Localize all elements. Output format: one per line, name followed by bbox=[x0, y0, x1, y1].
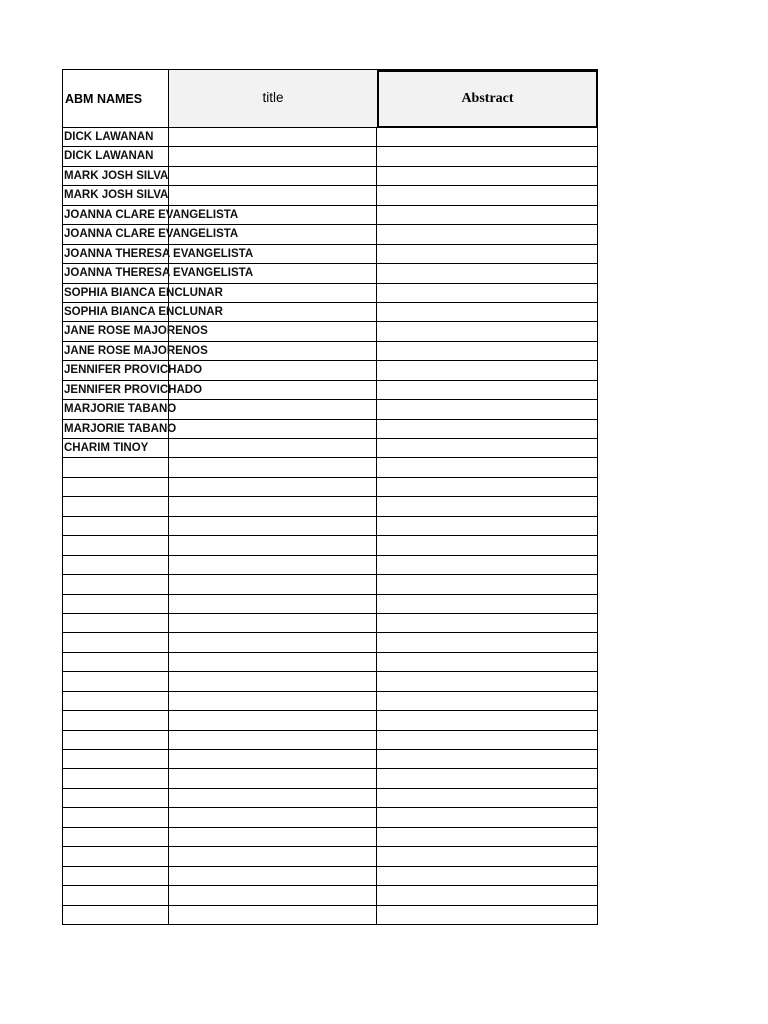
table-row bbox=[63, 653, 598, 672]
name-text: MARK JOSH SILVA bbox=[64, 169, 169, 182]
title-cell[interactable] bbox=[169, 711, 377, 729]
title-cell[interactable] bbox=[169, 672, 377, 690]
table-row bbox=[63, 420, 598, 439]
abstract-cell[interactable] bbox=[377, 672, 598, 690]
abstract-cell[interactable] bbox=[377, 906, 598, 924]
table-row bbox=[63, 556, 598, 575]
abstract-cell[interactable] bbox=[377, 264, 598, 282]
name-text: JOANNA CLARE EVANGELISTA bbox=[64, 208, 239, 221]
table-row bbox=[63, 497, 598, 516]
name-text: MARJORIE TABANO bbox=[64, 422, 177, 435]
name-cell[interactable] bbox=[63, 595, 169, 613]
name-cell[interactable] bbox=[63, 206, 239, 224]
title-cell[interactable] bbox=[169, 575, 377, 593]
table-row bbox=[63, 439, 598, 458]
name-cell[interactable] bbox=[63, 867, 169, 885]
table-row bbox=[63, 886, 598, 905]
name-cell[interactable] bbox=[63, 750, 169, 768]
abstract-cell[interactable] bbox=[377, 536, 598, 554]
abstract-cell[interactable] bbox=[377, 633, 598, 651]
name-text: SOPHIA BIANCA ENCLUNAR bbox=[64, 305, 223, 318]
name-cell[interactable] bbox=[63, 128, 169, 146]
title-cell[interactable] bbox=[169, 769, 377, 787]
name-cell[interactable] bbox=[63, 497, 169, 515]
name-cell[interactable] bbox=[63, 769, 169, 787]
title-cell[interactable] bbox=[169, 458, 377, 476]
name-text: SOPHIA BIANCA ENCLUNAR bbox=[64, 286, 223, 299]
title-cell[interactable] bbox=[169, 906, 377, 924]
name-cell[interactable] bbox=[63, 147, 169, 165]
title-cell[interactable] bbox=[169, 614, 377, 632]
name-cell[interactable] bbox=[63, 906, 169, 924]
title-cell[interactable] bbox=[169, 847, 377, 865]
table-row bbox=[63, 206, 598, 225]
abstract-cell[interactable] bbox=[377, 186, 598, 204]
title-cell[interactable] bbox=[169, 595, 377, 613]
abstract-cell[interactable] bbox=[377, 167, 598, 185]
table-row bbox=[63, 692, 598, 711]
abstract-cell[interactable] bbox=[377, 828, 598, 846]
header-row bbox=[62, 69, 598, 128]
name-cell[interactable] bbox=[63, 225, 239, 243]
name-cell[interactable] bbox=[63, 808, 169, 826]
name-cell[interactable] bbox=[63, 653, 169, 671]
abstract-cell[interactable] bbox=[377, 361, 598, 379]
table-row bbox=[63, 128, 598, 147]
title-cell[interactable] bbox=[169, 536, 377, 554]
abstract-cell[interactable] bbox=[377, 147, 598, 165]
header-abm-names[interactable]: ABM NAMES bbox=[62, 70, 169, 128]
table-row bbox=[63, 789, 598, 808]
abstract-cell[interactable] bbox=[377, 400, 598, 418]
title-cell[interactable] bbox=[169, 167, 377, 185]
name-cell[interactable] bbox=[63, 264, 254, 282]
header-title[interactable]: title bbox=[169, 70, 377, 128]
name-text: JENNIFER PROVICHADO bbox=[64, 364, 203, 377]
table-row bbox=[63, 828, 598, 847]
table-row bbox=[63, 633, 598, 652]
table-row bbox=[63, 517, 598, 536]
table-row bbox=[63, 400, 598, 419]
title-cell[interactable] bbox=[169, 147, 377, 165]
name-cell[interactable] bbox=[63, 478, 169, 496]
table-row bbox=[63, 264, 598, 283]
name-text: JANE ROSE MAJORENOS bbox=[64, 325, 208, 338]
abstract-cell[interactable] bbox=[377, 420, 598, 438]
abstract-cell[interactable] bbox=[377, 284, 598, 302]
table-row bbox=[63, 808, 598, 827]
name-text: MARK JOSH SILVA bbox=[64, 189, 169, 202]
table-row bbox=[63, 847, 598, 866]
abstract-cell[interactable] bbox=[377, 303, 598, 321]
abstract-cell[interactable] bbox=[377, 556, 598, 574]
name-text: JENNIFER PROVICHADO bbox=[64, 383, 203, 396]
table-row bbox=[63, 284, 598, 303]
name-text: JANE ROSE MAJORENOS bbox=[64, 344, 208, 357]
abstract-cell[interactable] bbox=[377, 245, 598, 263]
abstract-cell[interactable] bbox=[377, 750, 598, 768]
table-row bbox=[63, 361, 598, 380]
name-cell[interactable] bbox=[63, 711, 169, 729]
name-cell[interactable] bbox=[63, 692, 169, 710]
abstract-cell[interactable] bbox=[377, 789, 598, 807]
name-cell[interactable] bbox=[63, 731, 169, 749]
name-cell[interactable] bbox=[63, 536, 169, 554]
title-cell[interactable] bbox=[169, 420, 377, 438]
table-row bbox=[63, 595, 598, 614]
table-row bbox=[63, 322, 598, 341]
spreadsheet-table bbox=[62, 69, 598, 925]
name-cell[interactable] bbox=[63, 517, 169, 535]
title-cell[interactable] bbox=[169, 439, 377, 457]
title-cell[interactable] bbox=[169, 517, 377, 535]
title-cell[interactable] bbox=[169, 828, 377, 846]
table-body bbox=[62, 128, 598, 925]
abstract-cell[interactable] bbox=[377, 769, 598, 787]
table-row bbox=[63, 750, 598, 769]
table-row bbox=[63, 614, 598, 633]
abstract-cell[interactable] bbox=[377, 595, 598, 613]
abstract-cell[interactable] bbox=[377, 381, 598, 399]
name-text: JOANNA THERESA EVANGELISTA bbox=[64, 267, 254, 280]
title-cell[interactable] bbox=[169, 653, 377, 671]
abstract-cell[interactable] bbox=[377, 886, 598, 904]
abstract-cell[interactable] bbox=[377, 322, 598, 340]
table-row bbox=[63, 167, 598, 186]
name-text: MARJORIE TABANO bbox=[64, 403, 177, 416]
name-cell[interactable] bbox=[63, 886, 169, 904]
name-cell[interactable] bbox=[63, 303, 223, 321]
abstract-cell[interactable] bbox=[377, 614, 598, 632]
table-row bbox=[63, 769, 598, 788]
table-row bbox=[63, 381, 598, 400]
name-text: DICK LAWANAN bbox=[64, 150, 154, 163]
title-cell[interactable] bbox=[169, 731, 377, 749]
abstract-cell[interactable] bbox=[377, 847, 598, 865]
table-row bbox=[63, 731, 598, 750]
title-cell[interactable] bbox=[169, 808, 377, 826]
name-cell[interactable] bbox=[63, 361, 203, 379]
name-cell[interactable] bbox=[63, 284, 223, 302]
name-cell[interactable] bbox=[63, 789, 169, 807]
title-cell[interactable] bbox=[169, 497, 377, 515]
table-row bbox=[63, 711, 598, 730]
abstract-cell[interactable] bbox=[377, 439, 598, 457]
name-cell[interactable] bbox=[63, 322, 208, 340]
title-cell[interactable] bbox=[169, 867, 377, 885]
table-row bbox=[63, 245, 598, 264]
name-cell[interactable] bbox=[63, 400, 177, 418]
table-row bbox=[63, 906, 598, 925]
abstract-cell[interactable] bbox=[377, 128, 598, 146]
abstract-cell[interactable] bbox=[377, 342, 598, 360]
title-cell[interactable] bbox=[169, 886, 377, 904]
abstract-cell[interactable] bbox=[377, 575, 598, 593]
table-row bbox=[63, 536, 598, 555]
table-row bbox=[63, 478, 598, 497]
table-row bbox=[63, 672, 598, 691]
title-cell[interactable] bbox=[169, 789, 377, 807]
name-cell[interactable] bbox=[63, 245, 254, 263]
table-row bbox=[63, 342, 598, 361]
title-cell[interactable] bbox=[169, 633, 377, 651]
title-cell[interactable] bbox=[169, 400, 377, 418]
title-cell[interactable] bbox=[169, 692, 377, 710]
title-cell[interactable] bbox=[169, 750, 377, 768]
table-row bbox=[63, 225, 598, 244]
name-cell[interactable] bbox=[63, 556, 169, 574]
title-cell[interactable] bbox=[169, 186, 377, 204]
abstract-cell[interactable] bbox=[377, 808, 598, 826]
name-cell[interactable] bbox=[63, 420, 177, 438]
table-row bbox=[63, 867, 598, 886]
table-row bbox=[63, 186, 598, 205]
abstract-cell[interactable] bbox=[377, 867, 598, 885]
abstract-cell[interactable] bbox=[377, 653, 598, 671]
table-row bbox=[63, 147, 598, 166]
name-cell[interactable] bbox=[63, 633, 169, 651]
table-row bbox=[63, 575, 598, 594]
name-cell[interactable] bbox=[63, 342, 208, 360]
abstract-cell[interactable] bbox=[377, 478, 598, 496]
name-text: DICK LAWANAN bbox=[64, 131, 154, 143]
title-cell[interactable] bbox=[169, 128, 377, 146]
title-cell[interactable] bbox=[169, 556, 377, 574]
abstract-cell[interactable] bbox=[377, 731, 598, 749]
name-cell[interactable] bbox=[63, 439, 169, 457]
name-cell[interactable] bbox=[63, 575, 169, 593]
table-row bbox=[63, 458, 598, 477]
abstract-cell[interactable] bbox=[377, 497, 598, 515]
name-cell[interactable] bbox=[63, 672, 169, 690]
abstract-cell[interactable] bbox=[377, 692, 598, 710]
name-cell[interactable] bbox=[63, 458, 169, 476]
name-text: JOANNA THERESA EVANGELISTA bbox=[64, 247, 254, 260]
table-row bbox=[63, 303, 598, 322]
name-cell[interactable] bbox=[63, 381, 203, 399]
name-cell[interactable] bbox=[63, 614, 169, 632]
abstract-cell[interactable] bbox=[377, 711, 598, 729]
name-text: CHARIM TINOY bbox=[64, 442, 149, 454]
name-cell[interactable] bbox=[63, 186, 169, 204]
abstract-cell[interactable] bbox=[377, 206, 598, 224]
name-cell[interactable] bbox=[63, 828, 169, 846]
abstract-cell[interactable] bbox=[377, 225, 598, 243]
abstract-cell[interactable] bbox=[377, 517, 598, 535]
header-abstract[interactable]: Abstract bbox=[377, 70, 598, 128]
name-cell[interactable] bbox=[63, 847, 169, 865]
title-cell[interactable] bbox=[169, 478, 377, 496]
name-text: JOANNA CLARE EVANGELISTA bbox=[64, 228, 239, 241]
abstract-cell[interactable] bbox=[377, 458, 598, 476]
name-cell[interactable] bbox=[63, 167, 169, 185]
